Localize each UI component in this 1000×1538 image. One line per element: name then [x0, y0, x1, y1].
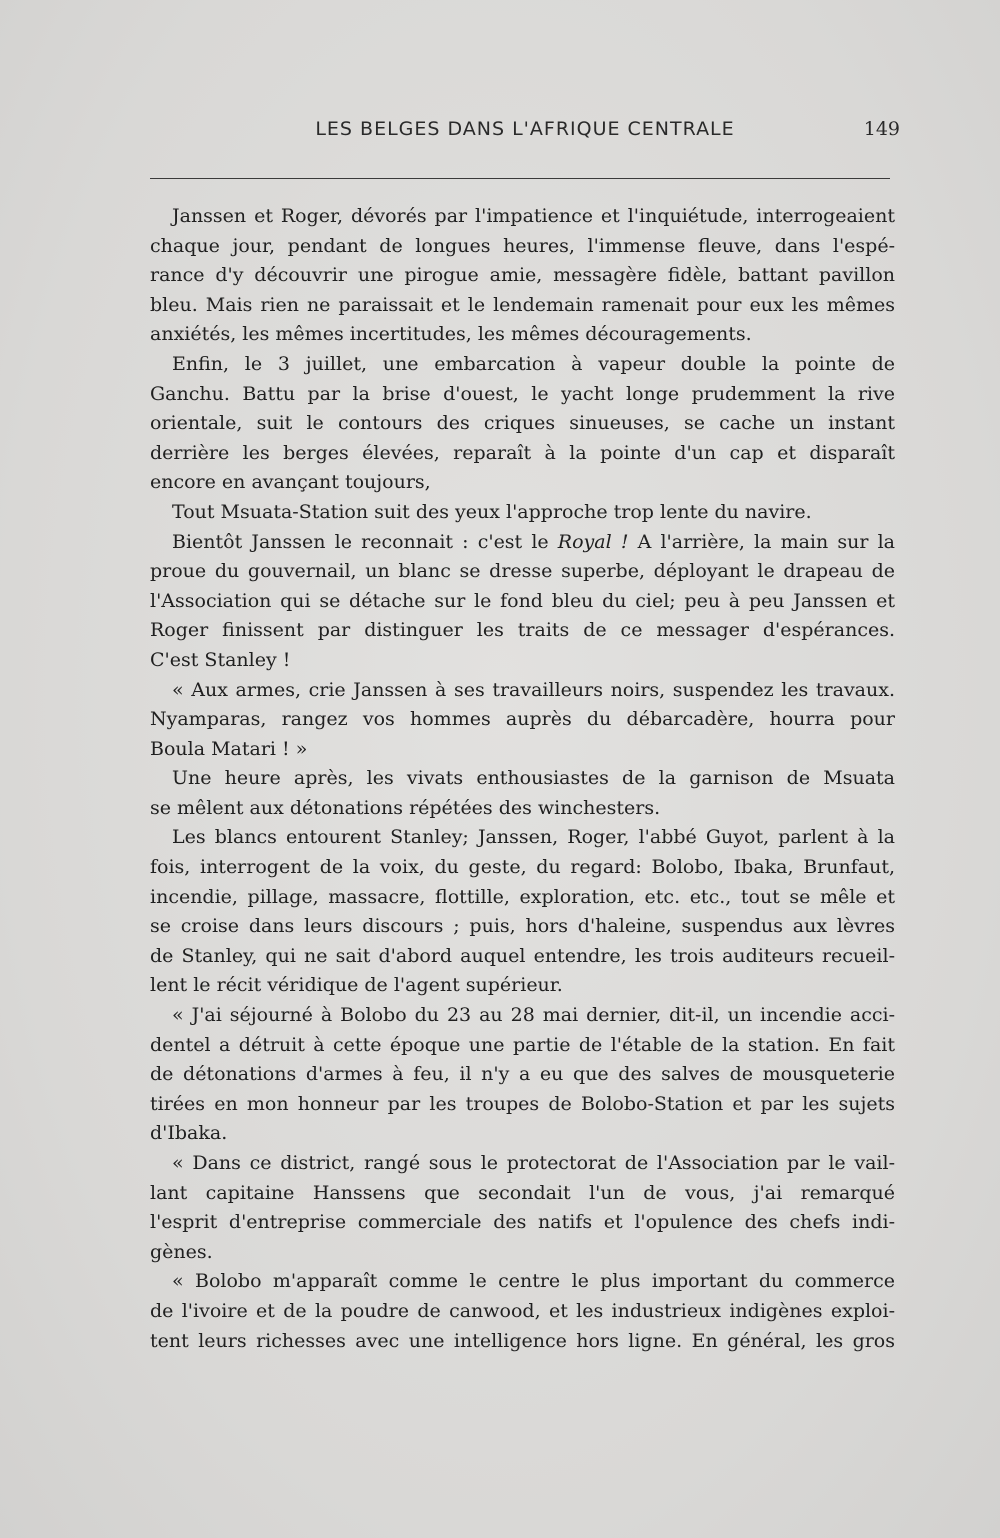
text-segment: C'est Stanley !	[150, 648, 291, 671]
text-segment: lent le récit véridique de l'agent supérieur.	[150, 974, 563, 997]
text-line	[150, 971, 895, 1001]
text-line	[150, 1297, 895, 1327]
text-segment: incendie, pillage, massacre, flottille, exploration, etc. etc., tout se mêle et	[150, 885, 895, 908]
text-line	[150, 291, 895, 321]
text-segment: l'Association qui se détache sur le fond bleu du ciel; peu à peu Janssen et	[150, 589, 895, 612]
text-line	[150, 705, 895, 735]
text-segment: Nyamparas, rangez vos hommes auprès du débarcadère, hourra pour	[150, 708, 895, 731]
text-segment: lant capitaine Hanssens que secondait l'un de vous, j'ai remarqué	[150, 1181, 895, 1204]
text-line	[150, 380, 895, 410]
text-segment: Les blancs entourent Stanley; Janssen, Roger, l'abbé Guyot, parlent à la	[172, 826, 895, 849]
text-line	[150, 1327, 895, 1357]
text-line	[150, 1060, 895, 1090]
text-segment: « Dans ce district, rangé sous le protectorat de l'Association par le vail-	[172, 1152, 895, 1174]
text-segment: « Aux armes, crie Janssen à ses travailleurs noirs, suspendez les travaux.	[172, 678, 895, 701]
text-segment: Ganchu. Battu par la brise d'ouest, le yacht longe prudemment la rive	[150, 382, 895, 405]
text-line	[150, 942, 895, 972]
page-header	[150, 118, 900, 150]
text-line	[150, 912, 895, 942]
header-rule	[150, 178, 890, 179]
text-segment: de Stanley, qui ne sait d'abord auquel entendre, les trois auditeurs recueil-	[150, 944, 895, 967]
text-line	[150, 320, 895, 350]
text-segment: de détonations d'armes à feu, il n'y a eu que des salves de mousqueterie	[150, 1063, 895, 1086]
text-line	[150, 883, 895, 913]
text-segment: Enfin, le 3 juillet, une embarcation à vapeur double la pointe de	[172, 352, 895, 375]
text-line	[150, 1090, 895, 1120]
text-segment: derrière les berges élevées, reparaît à la pointe d'un cap et disparaît	[150, 441, 895, 464]
text-line	[150, 439, 895, 469]
text-line	[150, 1119, 895, 1149]
text-line	[150, 498, 895, 528]
text-line	[150, 616, 895, 646]
text-line	[150, 764, 895, 794]
text-line	[150, 1179, 895, 1209]
text-segment: proue du gouvernail, un blanc se dresse superbe, déployant le drapeau de	[150, 560, 895, 583]
text-line	[150, 202, 895, 232]
text-segment: gènes.	[150, 1240, 213, 1263]
text-line	[150, 261, 895, 291]
text-segment: A l'arrière, la main sur la	[628, 530, 895, 553]
text-segment: se mêlent aux détonations répétées des winchesters.	[150, 796, 661, 819]
text-segment: Bientôt Janssen le reconnait : c'est le	[172, 530, 558, 553]
text-segment: tent leurs richesses avec une intelligence hors ligne. En général, les gros	[150, 1329, 895, 1352]
text-segment: chaque jour, pendant de longues heures, l'immense fleuve, dans l'espé-	[150, 234, 895, 257]
text-segment: « J'ai séjourné à Bolobo du 23 au 28 mai dernier, dit-il, un incendie acci-	[172, 1004, 895, 1027]
text-segment: anxiétés, les mêmes incertitudes, les mêmes découragements.	[150, 323, 752, 346]
page-number: 149	[863, 118, 900, 140]
text-segment: encore en avançant toujours,	[150, 471, 431, 494]
text-line	[150, 646, 895, 676]
text-line	[150, 735, 895, 765]
text-line	[150, 1267, 895, 1297]
text-segment: se croise dans leurs discours ; puis, hors d'haleine, suspendus aux lèvres	[150, 915, 895, 938]
text-line	[150, 232, 895, 262]
text-line	[150, 1149, 895, 1179]
text-line	[150, 528, 895, 558]
text-line	[150, 587, 895, 617]
text-segment: tirées en mon honneur par les troupes de Bolobo-Station et par les sujets	[150, 1092, 895, 1115]
text-segment: d'Ibaka.	[150, 1122, 228, 1145]
text-segment: « Bolobo m'apparaît comme le centre le plus important du commerce	[172, 1270, 895, 1293]
text-line	[150, 1208, 895, 1238]
text-line	[150, 1001, 895, 1031]
body-text	[150, 202, 895, 1356]
text-segment: Boula Matari ! »	[150, 737, 308, 760]
text-segment: Une heure après, les vivats enthousiastes de la garnison de Msuata	[172, 767, 895, 790]
text-segment: de l'ivoire et de la poudre de canwood, et les industrieux indigènes exploi-	[150, 1299, 895, 1322]
text-segment: fois, interrogent de la voix, du geste, du regard: Bolobo, Ibaka, Brunfaut,	[150, 856, 895, 879]
text-line	[150, 823, 895, 853]
text-segment: dentel a détruit à cette époque une partie de l'étable de la station. En fait	[150, 1033, 895, 1056]
text-segment: rance d'y découvrir une pirogue amie, messagère fidèle, battant pavillon	[150, 264, 895, 287]
text-segment: orientale, suit le contours des criques sinueuses, se cache un instant	[150, 412, 895, 435]
text-segment: Tout Msuata-Station suit des yeux l'approche trop lente du navire.	[172, 500, 812, 523]
text-line	[150, 557, 895, 587]
text-segment: Janssen et Roger, dévorés par l'impatience et l'inquiétude, interrogeaient	[172, 205, 895, 227]
text-line	[150, 1238, 895, 1268]
italic-ship-name: Royal !	[557, 530, 629, 553]
text-line	[150, 853, 895, 883]
text-segment: bleu. Mais rien ne paraissait et le lendemain ramenait pour eux les mêmes	[150, 293, 895, 316]
text-line	[150, 350, 895, 380]
text-line	[150, 468, 895, 498]
text-line	[150, 409, 895, 439]
text-segment: Roger finissent par distinguer les traits de ce messager d'espérances.	[150, 619, 895, 642]
running-title: LES BELGES DANS L'AFRIQUE CENTRALE	[315, 118, 735, 140]
text-segment: l'esprit d'entreprise commerciale des natifs et l'opulence des chefs indi-	[150, 1211, 895, 1234]
text-line	[150, 1031, 895, 1061]
text-line	[150, 794, 895, 824]
text-line	[150, 676, 895, 706]
